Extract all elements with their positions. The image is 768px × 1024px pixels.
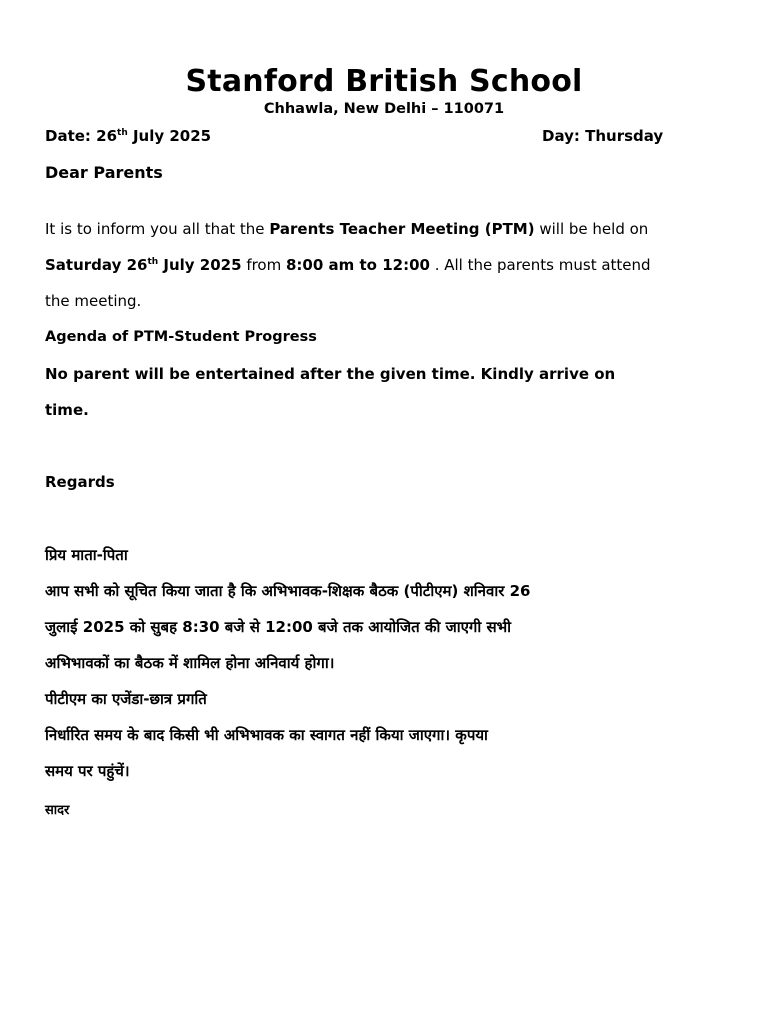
closing: Regards	[45, 473, 115, 491]
hindi-line-2: जुलाई 2025 को सुबह 8:30 बजे से 12:00 बजे तक आयोजित की जाएगी सभी	[45, 618, 512, 636]
notice-line-1: No parent will be entertained after the given time. Kindly arrive on	[45, 365, 616, 383]
notice-line-2: time.	[45, 401, 89, 419]
hindi-closing: सादर	[45, 803, 70, 818]
notice-date: Date: 26th July 2025	[45, 127, 212, 145]
notice-day: Day: Thursday	[542, 127, 664, 145]
agenda: Agenda of PTM-Student Progress	[45, 329, 317, 345]
salutation: Dear Parents	[45, 163, 163, 182]
school-name: Stanford British School	[185, 64, 583, 99]
hindi-line-4: पीटीएम का एजेंडा-छात्र प्रगति	[45, 690, 207, 708]
body-line-3: the meeting.	[45, 292, 142, 310]
hindi-line-3: अभिभावकों का बैठक में शामिल होना अनिवार्य होगा।	[45, 654, 335, 672]
hindi-line-1: आप सभी को सूचित किया जाता है कि अभिभावक-शिक्षक बैठक (पीटीएम) शनिवार 26	[45, 582, 531, 600]
hindi-salutation: प्रिय माता-पिता	[45, 546, 128, 564]
hindi-line-6: समय पर पहुंचें।	[45, 762, 130, 780]
hindi-line-5: निर्धारित समय के बाद किसी भी अभिभावक का स्वागत नहीं किया जाएगा। कृपया	[45, 726, 488, 744]
body-line-1: It is to inform you all that the Parents Teacher Meeting (PTM) will be held on	[45, 220, 649, 238]
school-address: Chhawla, New Delhi – 110071	[263, 101, 505, 117]
body-line-2: Saturday 26th July 2025 from 8:00 am to 12:00 . All the parents must attend	[45, 256, 651, 274]
